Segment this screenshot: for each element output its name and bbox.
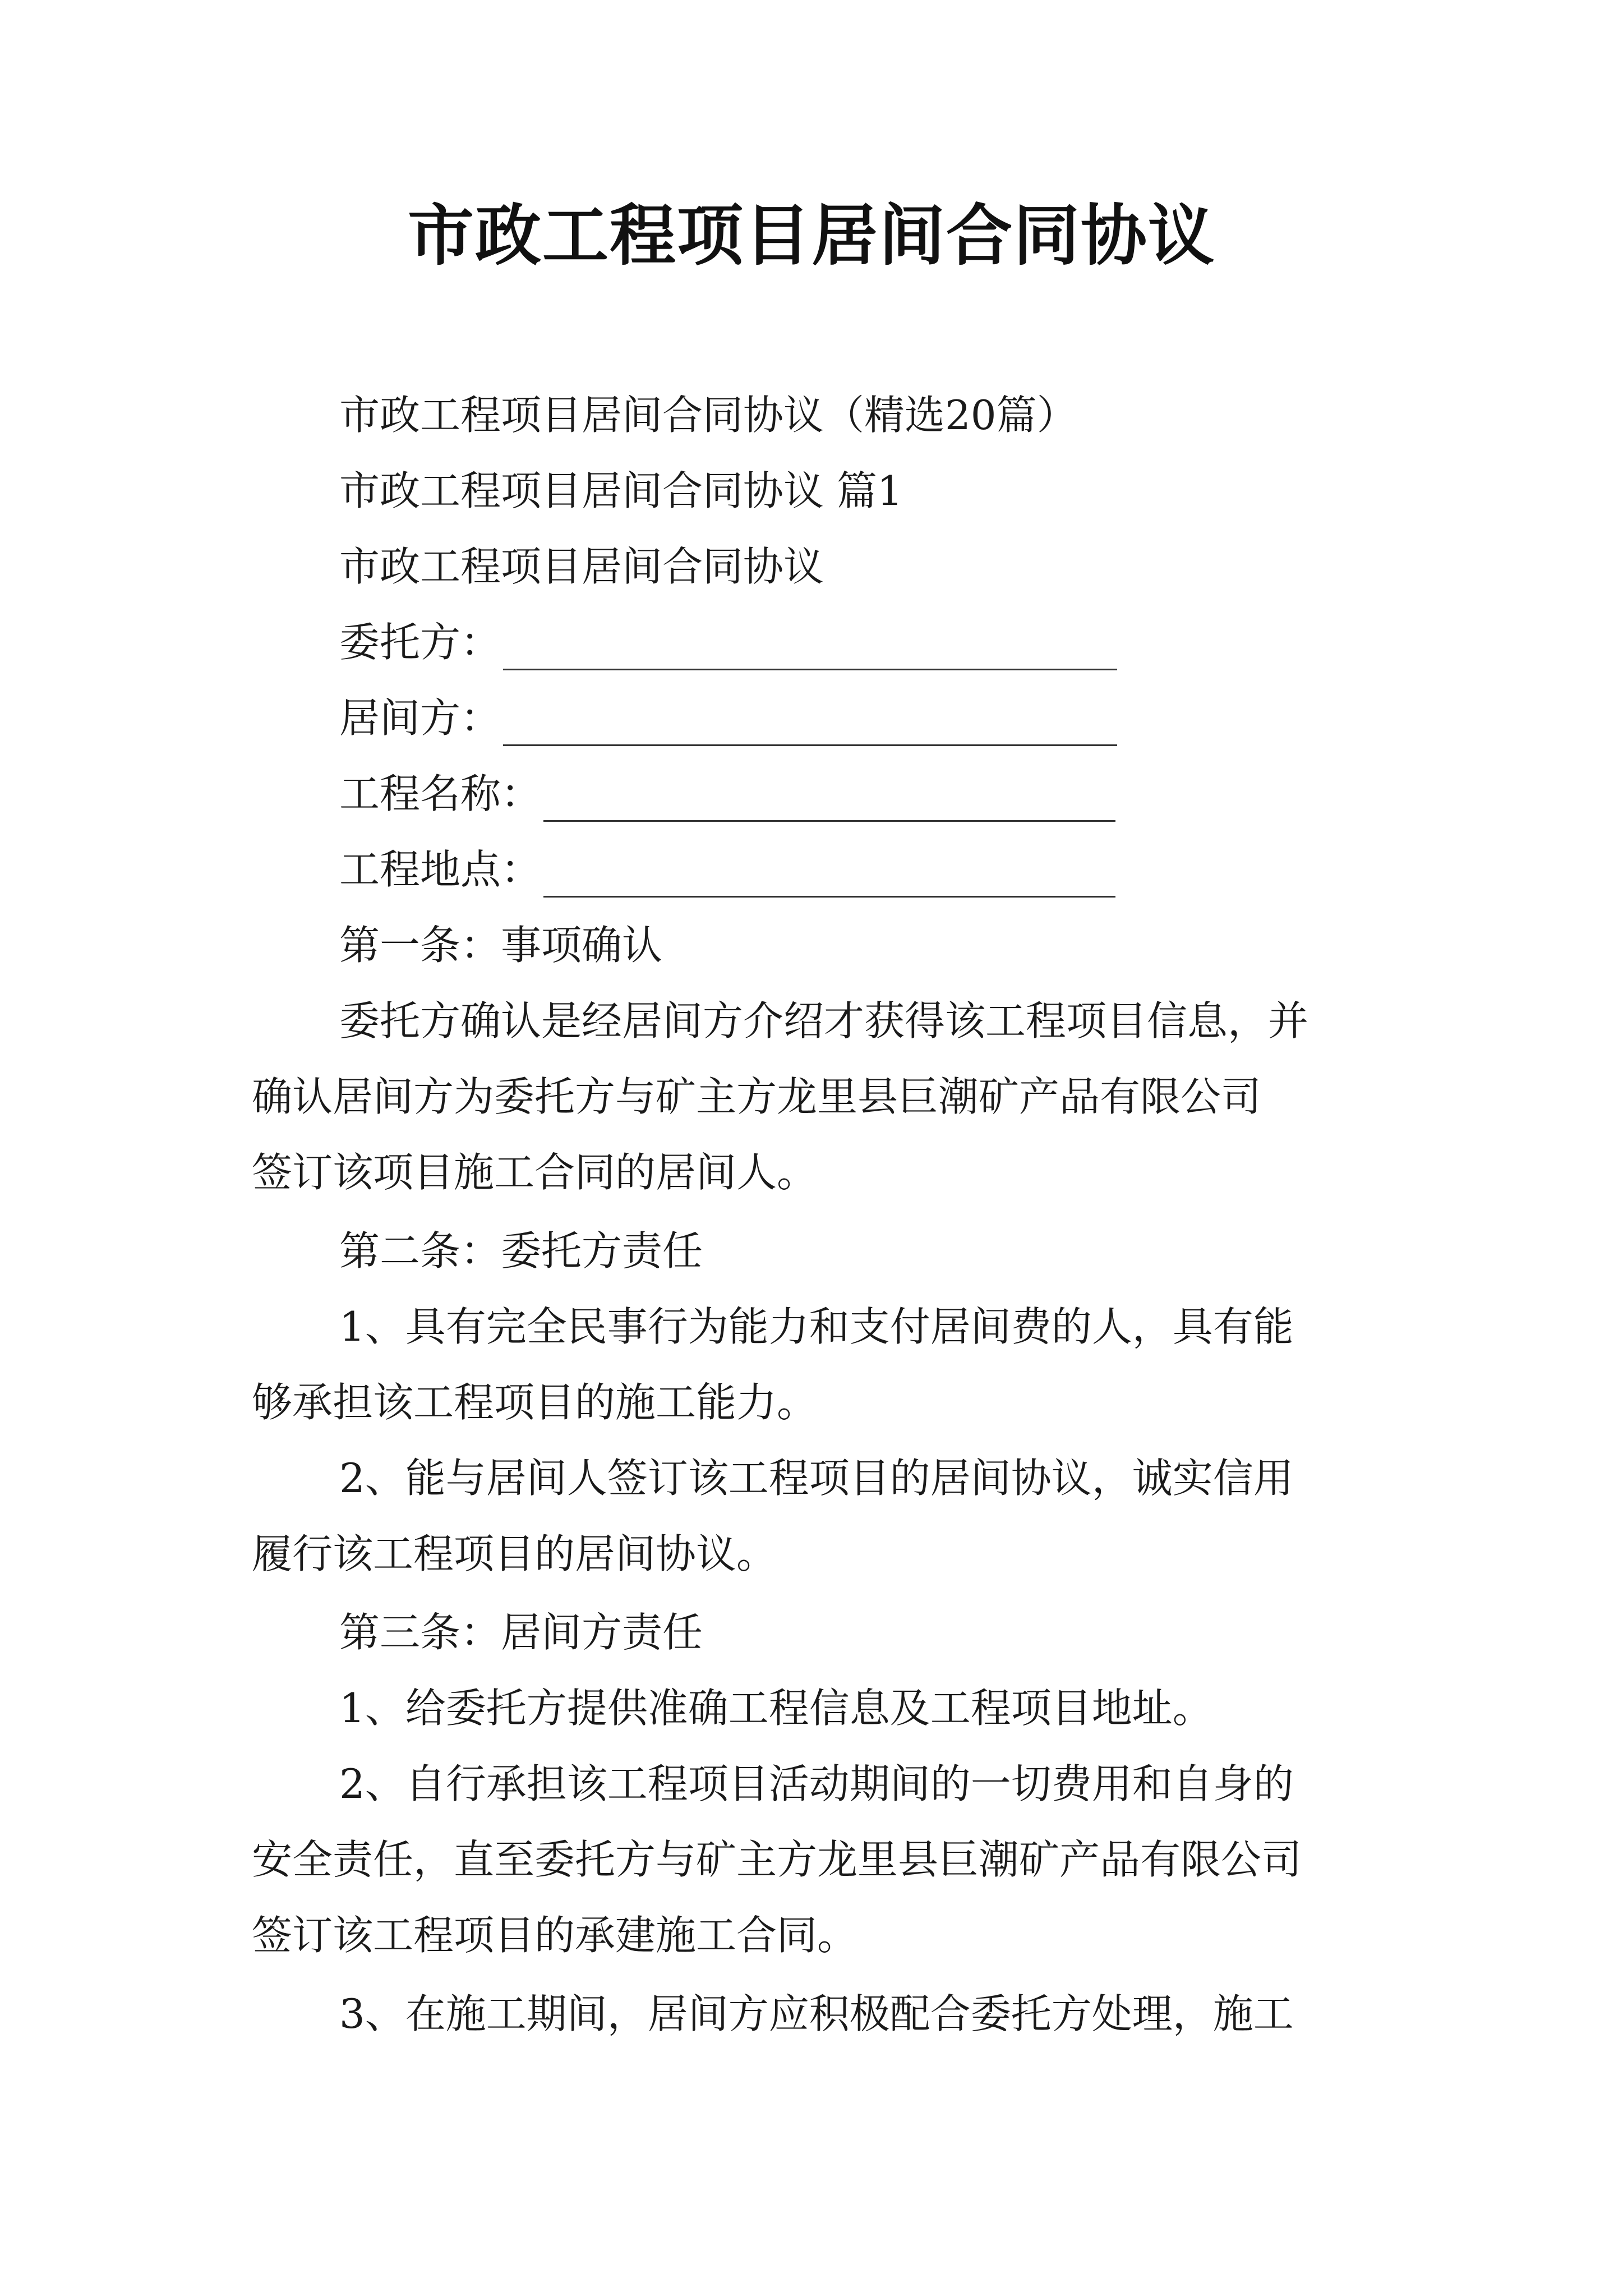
section-heading: 市政工程项目居间合同协议 篇1	[339, 467, 903, 514]
field-project-location	[339, 841, 1115, 898]
blank-line	[543, 857, 1115, 898]
blank-line	[503, 705, 1117, 746]
field-client	[339, 614, 1117, 670]
paragraph-line: 够承担该工程项目的施工能力。	[252, 1379, 818, 1426]
article-2-heading: 第二条：委托方责任	[339, 1227, 703, 1274]
paragraph-line: 安全责任，直至委托方与矿主方龙里县巨潮矿产品有限公司	[252, 1836, 1302, 1883]
article-3-heading: 第三条：居间方责任	[339, 1609, 703, 1656]
paragraph-line: 2、能与居间人签订该工程项目的居间协议，诚实信用	[339, 1455, 1294, 1502]
field-label: 工程地点：	[339, 846, 542, 893]
field-label: 工程名称：	[339, 770, 542, 817]
paragraph-line: 委托方确认是经居间方介绍才获得该工程项目信息，并	[339, 997, 1309, 1045]
paragraph-line: 确认居间方为委托方与矿主方龙里县巨潮矿产品有限公司	[252, 1073, 1262, 1120]
paragraph-line: 3、在施工期间，居间方应积极配合委托方处理，施工	[339, 1990, 1294, 2037]
paragraph-line: 1、给委托方提供准确工程信息及工程项目地址。	[339, 1685, 1213, 1732]
field-label: 居间方：	[339, 694, 501, 742]
field-project-name	[339, 766, 1115, 822]
subtitle-line: 市政工程项目居间合同协议（精选20篇）	[339, 392, 1077, 439]
article-1-heading: 第一条：事项确认	[339, 922, 663, 969]
paragraph-line: 签订该工程项目的承建施工合同。	[252, 1912, 858, 1959]
paragraph-line: 履行该工程项目的居间协议。	[252, 1530, 777, 1577]
paragraph-line: 2、自行承担该工程项目活动期间的一切费用和自身的	[339, 1760, 1294, 1807]
contract-name: 市政工程项目居间合同协议	[339, 543, 824, 590]
blank-line	[503, 629, 1117, 670]
paragraph-line: 1、具有完全民事行为能力和支付居间费的人，具有能	[339, 1303, 1294, 1350]
blank-line	[543, 781, 1115, 822]
field-broker	[339, 690, 1117, 746]
document-title: 市政工程项目居间合同协议	[407, 196, 1215, 274]
paragraph-line: 签订该项目施工合同的居间人。	[252, 1149, 818, 1196]
field-label: 委托方：	[339, 619, 501, 666]
